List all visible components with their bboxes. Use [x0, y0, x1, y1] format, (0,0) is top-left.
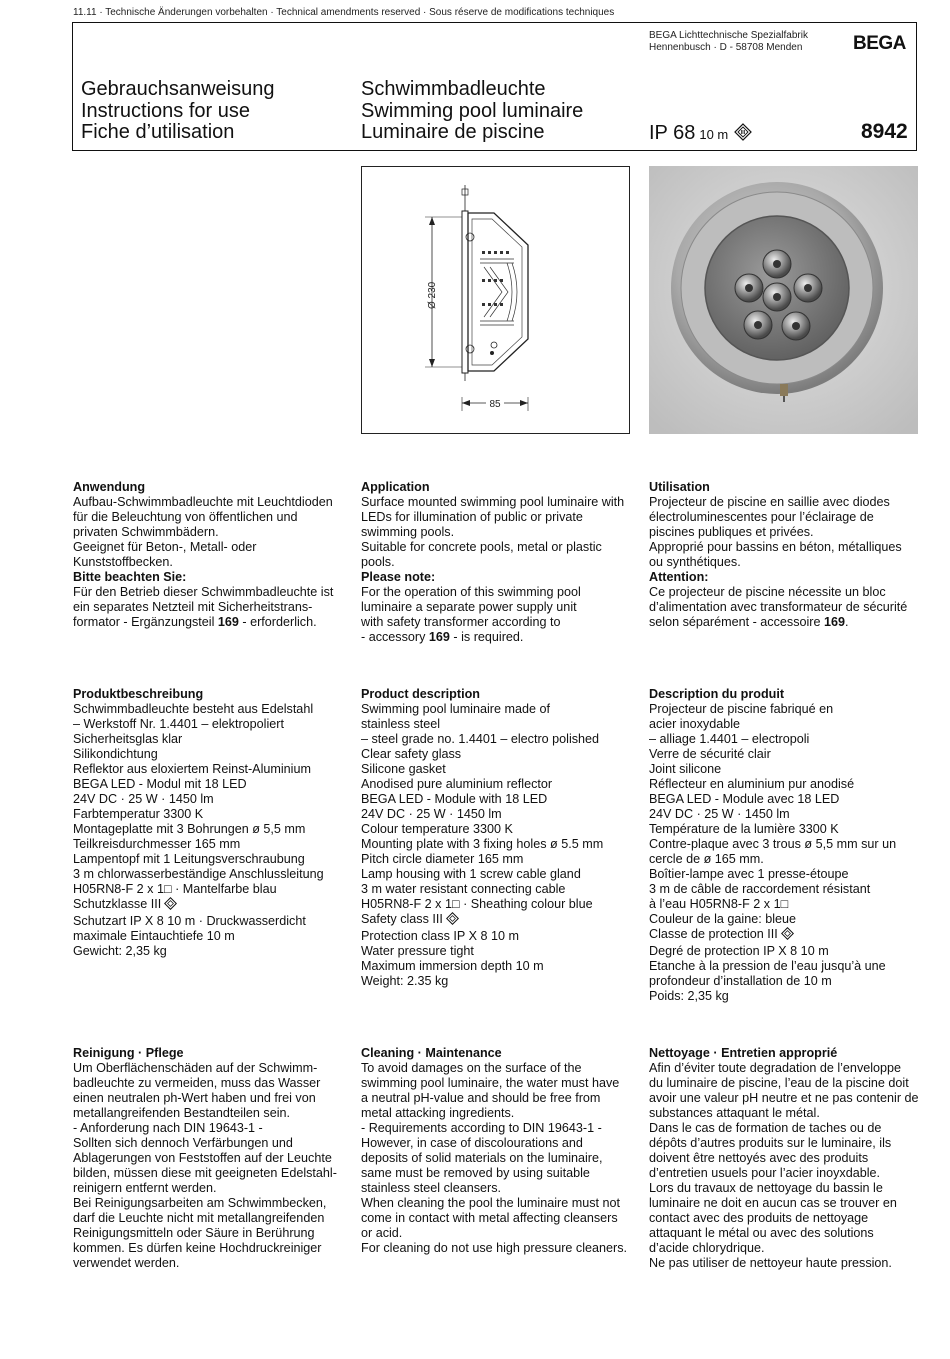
- safety-class-iii-icon: [446, 912, 459, 929]
- cleaning-en: Cleaning · Maintenance To avoid damages on the surface of the swimming pool luminaire, the water must have a neutral pH-value and should be free from metal attacking ingredients. - Requirements according to DIN 19643-1 - However, in case of discolourations and deposits of solid materials on the luminaire, same must be removed by using suitable stainless steel cleansers. When cleaning the pool the luminaire must not come in contact with metal affecting cleansers or acid. For cleaning do not use high pressure cleaners.: [361, 1046, 628, 1255]
- cleaning-de: Reinigung · Pflege Um Oberflächenschäden auf der Schwimm- badleuchte zu vermeiden, muss das Wasser einen neutralen ph-Wert haben und frei von metallangreifenden Bestandteilen sein. - Anforderung nach DIN 19643-1 - Sollten sich dennoch Verfärbungen und Ablagerungen von Feststoffen auf der Leuchte bilden, müssen diese mit geeigneten Edelstahl- reinigern entfernt werden. Bei Reinigungsarbeiten am Schwimmbecken, darf die Leuchte nicht mit metallangreifenden Reinigungsmitteln oder Säure in Berührung kommen. Es dürfen keine Hochdruckreiniger verwendet werden.: [73, 1046, 337, 1270]
- safety-class-iii-icon: [781, 927, 794, 944]
- safety-class-iii-icon: [164, 897, 177, 914]
- depth-label: 85: [489, 399, 501, 410]
- diameter-label: Ø 230: [427, 281, 438, 309]
- product-description-en: Product description Swimming pool luminaire made of stainless steel – steel grade no. 1.4401 – electro polished Clear safety glass Silicone gasket Anodised pure aluminium reflector BEGA LED - Module with 18 LED 24V DC · 25 W · 1450 lm Colour temperature 3300 K Mounting plate with 3 fixing holes ø 5.5 mm Pitch circle diameter 165 mm Lamp housing with 1 screw cable gland 3 m water resistant connecting cable H05RN8-F 2 x 1□ · Sheathing colour blue Safety class III Protection class IP X 8 10 m Water pressure tight Maximum immersion depth 10 m Weight: 2.35 kg: [361, 687, 604, 988]
- ip-rating: IP 68 10 m III: [649, 121, 752, 145]
- product-description-de: Produktbeschreibung Schwimmbadleuchte besteht aus Edelstahl – Werkstoff Nr. 1.4401 – elektropoliert Sicherheitsglas klar Silikondichtung Reflektor aus eloxiertem Reinst-Aluminium BEGA LED - Modul mit 18 LED 24V DC · 25 W · 1450 lm Farbtemperatur 3300 K Montageplatte mit 3 Bohrungen ø 5,5 mm Teilkreisdurchmesser 165 mm Lampentopf mit 1 Leitungsverschraubung 3 m chlorwasserbeständige Anschlussleitung H05RN8-F 2 x 1□ · Mantelfarbe blau Schutzklasse III Schutzart IP X 8 10 m · Druckwasserdicht maximale Eintauchtiefe 10 m Gewicht: 2,35 kg: [73, 687, 324, 958]
- application-de: Anwendung Aufbau-Schwimmbadleuchte mit Leuchtdioden für die Beleuchtung von öffentlichen und privaten Schwimmbädern. Geeignet für Beton-, Metall- oder Kunststoffbecken. Bitte beachten Sie: Für den Betrieb dieser Schwimmbadleuchte ist ein separates Netzteil mit Sicherheitstrans- formator - Ergänzungsteil 169 - erforderlich.: [73, 480, 334, 629]
- cleaning-fr: Nettoyage · Entretien approprié Afin d’éviter toute degradation de l’enveloppe du luminaire de piscine, l’eau de la piscine doit avoir une valeur pH neutre et ne pas contenir de substances attaquant le métal. Dans le cas de formation de taches ou de dépôts d’autres produits sur le luminaire, ils doivent être nettoyés avec des produits d’entretien usuels pour l’acier inoyxdable. Lors du travaux de nettoyage du bassin le luminaire ne doit en aucun cas se trouver en contact avec des produits de nettoyage attaquant le métal ou avec des solutions d’acide chlorydrique. Ne pas utiliser de nettoyeur haute pression.: [649, 1046, 919, 1270]
- topline: 11.11 · Technische Änderungen vorbehalten · Technical amendments reserved · Sous réserve de modifications techniques: [73, 7, 615, 18]
- application-en: Application Surface mounted swimming pool luminaire with LEDs for illumination of public or private swimming pools. Suitable for concrete pools, metal or plastic pools. Please note: For the operation of this swimming pool luminaire a separate power supply unit with safety transformer according to - accessory 169 - is required.: [361, 480, 625, 644]
- svg-text:III: III: [741, 130, 746, 136]
- application-fr: Utilisation Projecteur de piscine en saillie avec diodes électroluminescentes pour l’éclairage de piscines publiques et privées. Approprié pour bassins en béton, métalliques ou synthétiques. Attention: Ce projecteur de piscine nécessite un bloc d’alimentation avec transformateur de sécurité selon séparément - accessoire 169.: [649, 480, 908, 629]
- brand-logo: BEGA: [853, 33, 906, 54]
- product-description-fr: Description du produit Projecteur de piscine fabriqué en acier inoxydable – alliage 1.4401 – electropoli Verre de sécurité clair Joint silicone Réflecteur en aluminium pur anodisé BEGA LED - Module avec 18 LED 24V DC · 25 W · 1450 lm Température de la lumière 3300 K Contre-plaque avec 3 trous ø 5,5 mm sur un cercle de ø 165 mm. Boîtier-lampe avec 1 presse-étoupe 3 m de câble de raccordement résistant à l’eau H05RN8-F 2 x 1□ Couleur de la gaine: bleue Classe de protection III Degré de protection IP X 8 10 m Etanche à la pression de l’eau jusqu’à une profondeur d’installation de 10 m Poids: 2,35 kg: [649, 687, 897, 1003]
- product-titles: Schwimmbadleuchte Swimming pool luminaire Luminaire de piscine: [361, 78, 584, 143]
- technical-drawing: [361, 166, 630, 434]
- document-type-titles: Gebrauchsanweisung Instructions for use Fiche d’utilisation: [81, 78, 275, 143]
- article-number: 8942: [861, 120, 908, 143]
- safety-class-iii-icon: [734, 123, 752, 147]
- manufacturer-address: BEGA Lichttechnische Spezialfabrik Hennenbusch · D - 58708 Menden: [649, 30, 808, 53]
- product-photo: [649, 166, 918, 434]
